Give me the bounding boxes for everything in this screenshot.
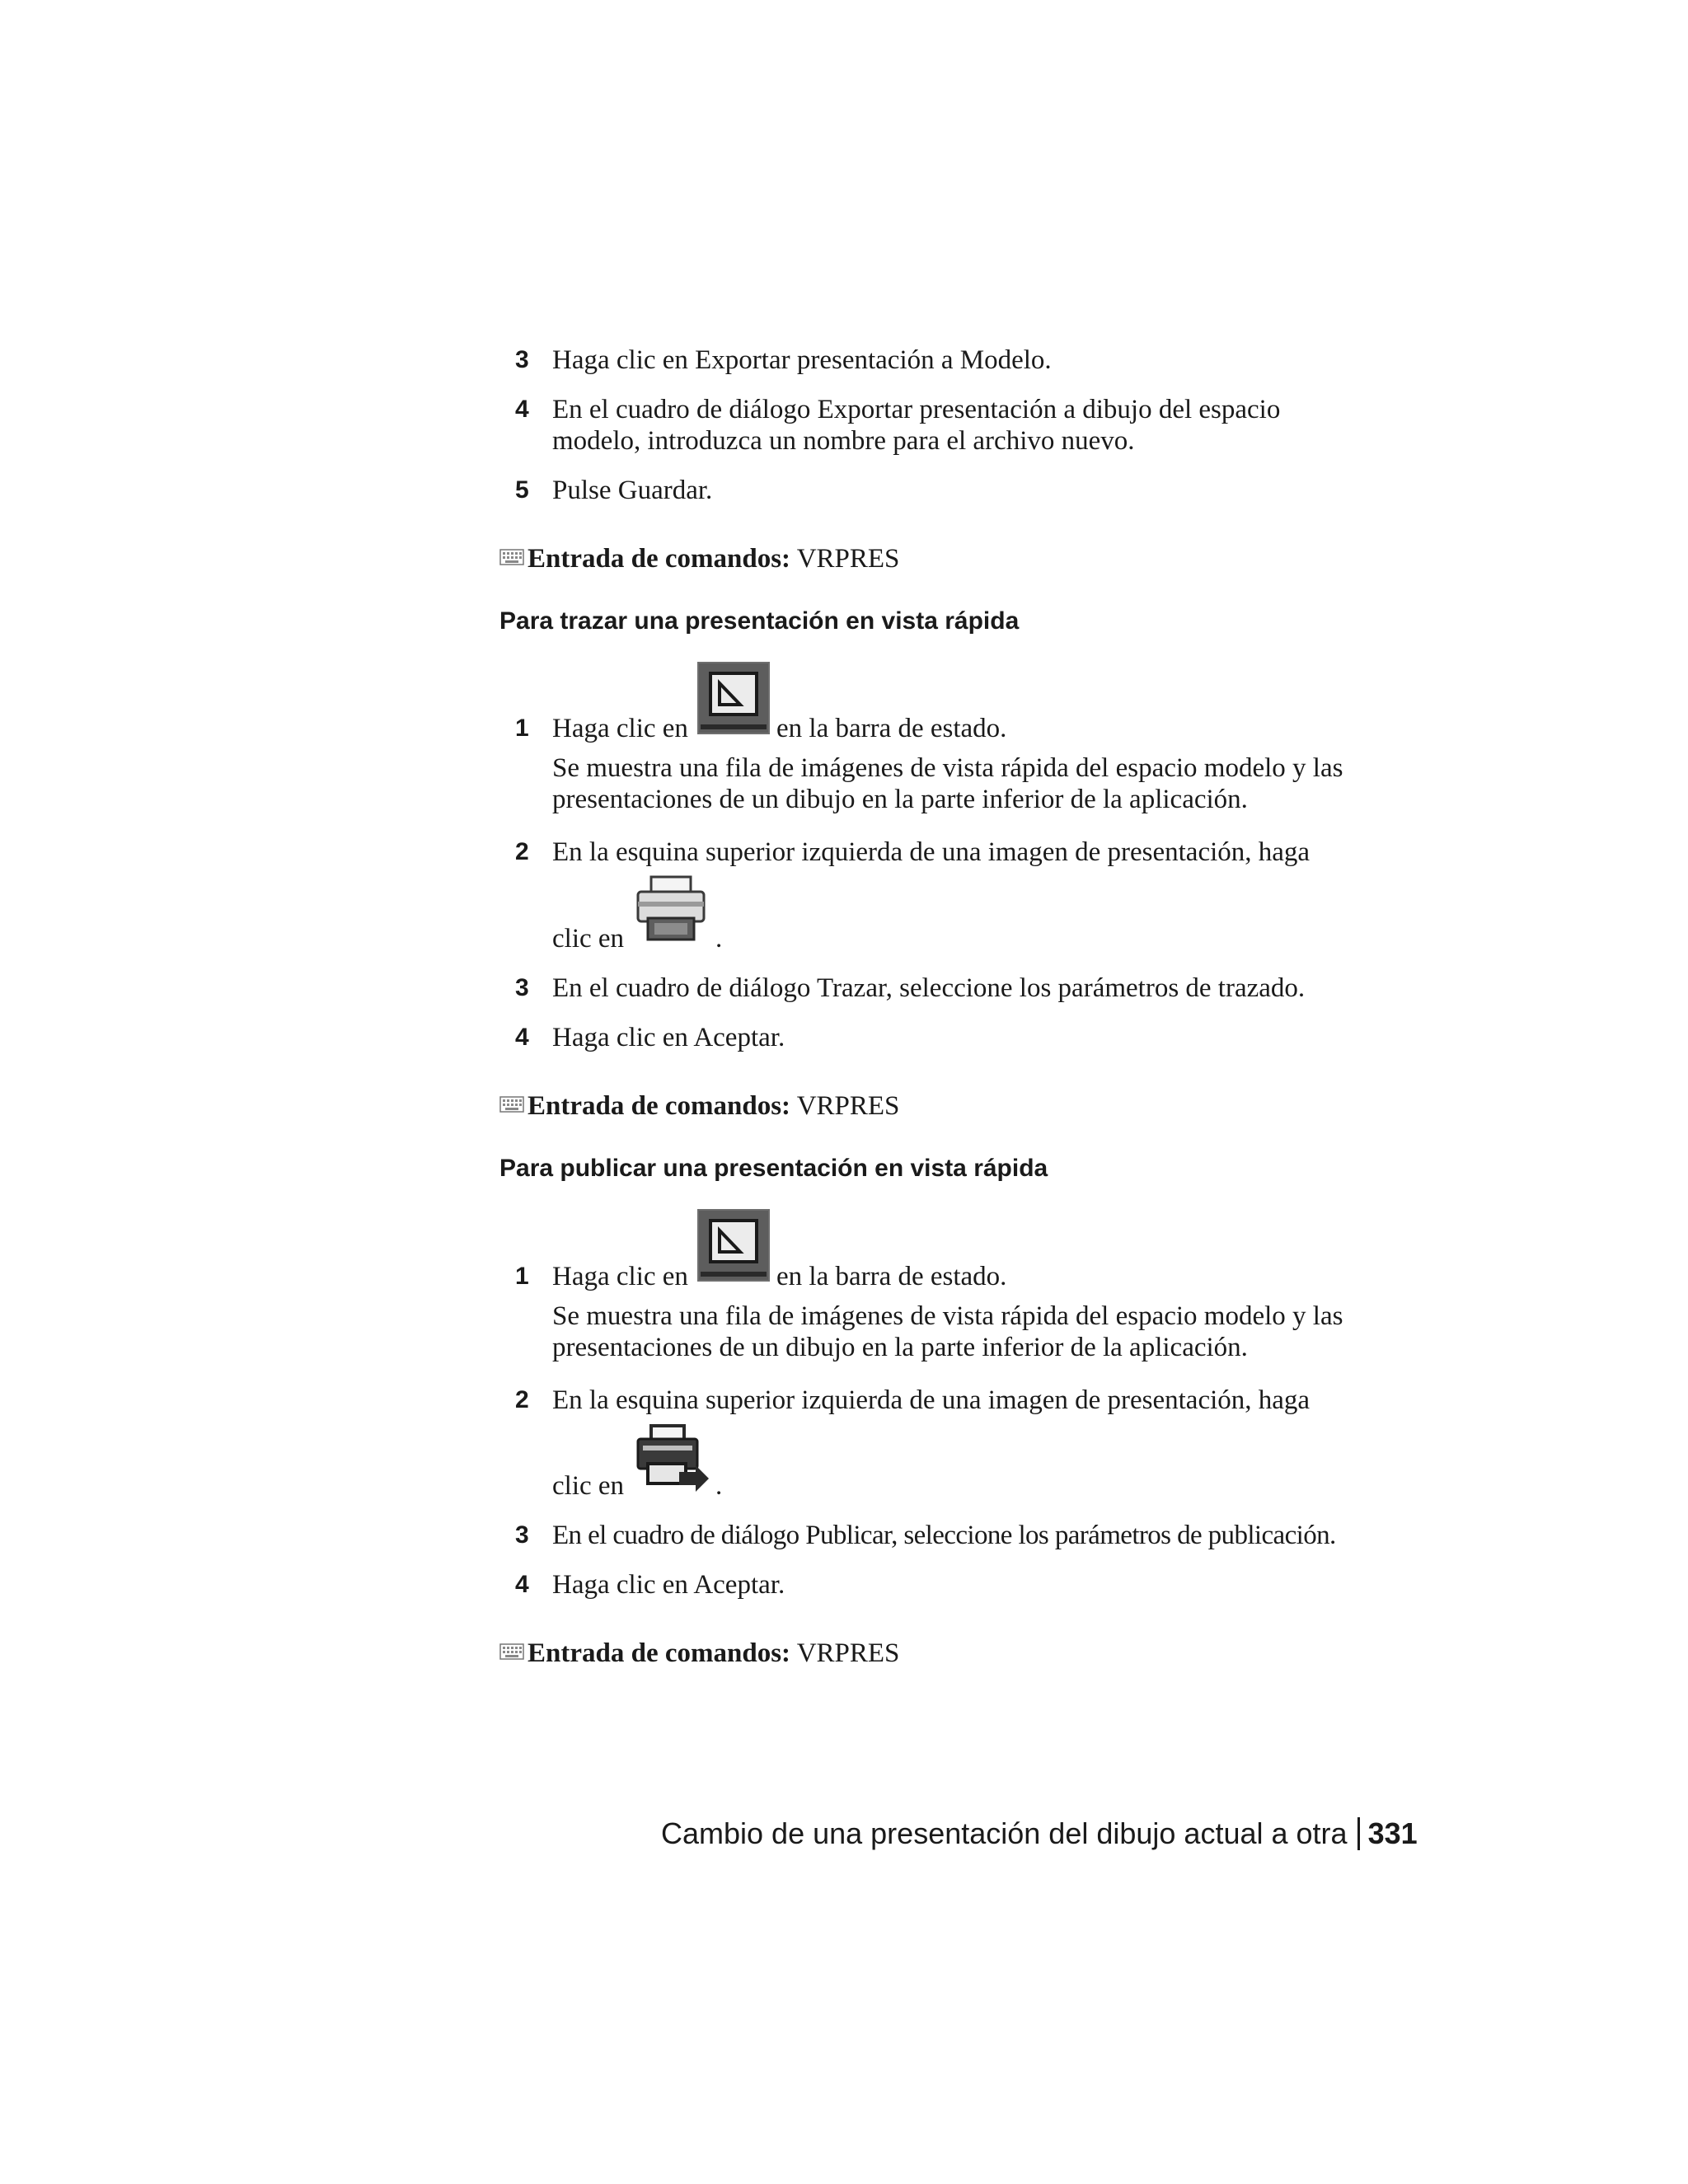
- footer-title: Cambio de una presentación del dibujo actual a otra: [661, 1816, 1348, 1850]
- command-entry: [499, 1091, 899, 1122]
- step-text: Haga clic en Exportar presentación a Modelo.: [552, 345, 1052, 375]
- step-number: 4: [515, 1024, 529, 1051]
- step-text: Pulse Guardar.: [552, 476, 713, 505]
- command-label: Entrada de comandos:: [528, 1638, 791, 1668]
- publish-printer-icon[interactable]: [635, 1422, 710, 1495]
- step-text-continuation: presentaciones de un dibujo en la parte inferior de la aplicación.: [552, 785, 1248, 814]
- page-footer: [661, 1816, 1418, 1851]
- step-number: 1: [515, 1263, 529, 1290]
- step-number: 2: [515, 838, 529, 865]
- keyboard-icon: [499, 549, 524, 565]
- command-label: Entrada de comandos:: [528, 1091, 791, 1121]
- step-text: En el cuadro de diálogo Exportar presentación a dibujo del espacio: [552, 395, 1281, 424]
- step-text-continuation: Se muestra una fila de imágenes de vista rápida del espacio modelo y las: [552, 753, 1343, 783]
- step-number: 3: [515, 346, 529, 373]
- section-heading: Para trazar una presentación en vista rápida: [499, 607, 1020, 635]
- step-text: En la esquina superior izquierda de una imagen de presentación, haga: [552, 1385, 1311, 1415]
- step-text: En la esquina superior izquierda de una imagen de presentación, haga: [552, 837, 1311, 867]
- step-text: Haga clic en Aceptar.: [552, 1023, 785, 1052]
- step-text: [552, 1261, 688, 1292]
- step-text: En el cuadro de diálogo Trazar, seleccione los parámetros de trazado.: [552, 973, 1306, 1003]
- step-number: 1: [515, 715, 529, 742]
- keyboard-icon: [499, 1643, 524, 1660]
- step-text: En el cuadro de diálogo Publicar, seleccione los parámetros de publicación.: [552, 1521, 1336, 1550]
- command-value: VRPRES: [796, 1638, 900, 1668]
- command-value: VRPRES: [796, 544, 900, 574]
- step-text-before: clic en: [552, 1471, 625, 1501]
- step-text-continuation: presentaciones de un dibujo en la parte inferior de la aplicación.: [552, 1333, 1248, 1362]
- step-number: 2: [515, 1386, 529, 1413]
- step-text-before: Haga clic en: [552, 714, 688, 743]
- step-text-after: .: [715, 924, 723, 954]
- command-value: VRPRES: [796, 1091, 900, 1121]
- step-text-continuation: Se muestra una fila de imágenes de vista rápida del espacio modelo y las: [552, 1301, 1343, 1331]
- keyboard-icon: [499, 1096, 524, 1113]
- step-number: 5: [515, 476, 529, 504]
- step-text-after: en la barra de estado.: [776, 1262, 1007, 1291]
- step-number: 4: [515, 396, 529, 423]
- step-text-after: en la barra de estado.: [776, 714, 1007, 743]
- step-number: 3: [515, 1521, 529, 1549]
- section-heading: Para publicar una presentación en vista rápida: [499, 1155, 1048, 1182]
- printer-icon[interactable]: [635, 874, 707, 944]
- step-text: Haga clic en Aceptar.: [552, 1570, 785, 1600]
- quick-view-layouts-icon[interactable]: [697, 662, 770, 738]
- step-text-after: .: [715, 1471, 723, 1501]
- quick-view-layouts-icon[interactable]: [697, 1209, 770, 1285]
- step-number: 4: [515, 1571, 529, 1598]
- step-text-before: Haga clic en: [552, 1262, 688, 1291]
- step-text-before: clic en: [552, 924, 625, 954]
- command-label: Entrada de comandos:: [528, 544, 791, 574]
- step-number: 3: [515, 974, 529, 1001]
- step-text: [552, 713, 688, 744]
- command-entry: [499, 544, 899, 574]
- footer-divider: [1357, 1817, 1360, 1850]
- page-number: 331: [1367, 1816, 1418, 1850]
- command-entry: [499, 1638, 899, 1669]
- step-text-continuation: modelo, introduzca un nombre para el archivo nuevo.: [552, 426, 1135, 456]
